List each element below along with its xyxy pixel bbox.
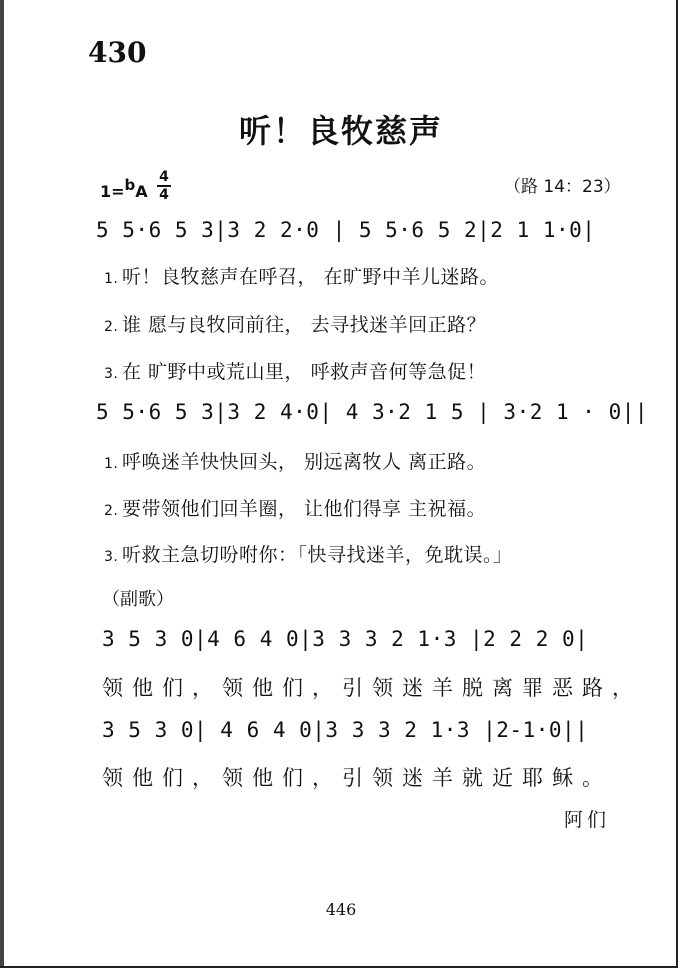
chorus-label: （副歌）: [102, 589, 174, 610]
meter-top: 4: [159, 169, 169, 185]
lyric-text: 在 旷野中或荒山里， 呼救声音何等急促！: [122, 361, 487, 383]
chorus-notation-2: 3 5 3 0| 4 6 4 0|3 3 3 2 1·3 |2-1·0||: [102, 718, 589, 742]
verse-2-line-1: [104, 310, 486, 337]
verse-2-line-2: [104, 494, 486, 521]
scripture-reference: （路 14：23）: [504, 177, 621, 197]
chorus-lyric-1: 领他们，领他们，引领迷羊脱离罪恶路，: [102, 676, 642, 700]
amen: 阿们: [564, 809, 611, 831]
hymn-title: 听！良牧慈声: [238, 112, 443, 150]
lyric-text: 听！良牧慈声在呼召， 在旷野中羊儿迷路。: [122, 266, 500, 288]
hymn-number: 430: [88, 36, 147, 69]
chorus-notation-1: 3 5 3 0|4 6 4 0|3 3 3 2 1·3 |2 2 2 0|: [102, 627, 589, 651]
verse-1-line-1: [104, 262, 499, 289]
page-number: 446: [325, 900, 357, 919]
notation-line-1: 5 5·6 5 3|3 2 2·0 | 5 5·6 5 2|2 1 1·0|: [96, 218, 596, 242]
verse-number: 2.: [104, 503, 119, 519]
key-signature: [100, 176, 148, 201]
meter-bottom: 4: [159, 187, 169, 203]
time-signature: [157, 170, 171, 202]
lyric-text: 听救主急切吩咐你：「快寻找迷羊，免耽误。」: [122, 544, 513, 566]
notation-line-2: 5 5·6 5 3|3 2 4·0| 4 3·2 1 5 | 3·2 1 · 0||: [96, 400, 649, 424]
lyric-text: 谁 愿与良牧同前往， 去寻找迷羊回正路？: [122, 314, 487, 336]
verse-number: 3.: [104, 366, 119, 382]
chorus-lyric-2: 领他们，领他们，引领迷羊就近耶稣。: [102, 766, 612, 790]
key-prefix: 1=: [100, 182, 125, 201]
lyric-text: 要带领他们回羊圈， 让他们得享 主祝福。: [122, 498, 487, 520]
lyric-text: 呼唤迷羊快快回头， 别远离牧人 离正路。: [122, 451, 487, 473]
flat-sign: b: [124, 176, 136, 194]
verse-number: 1.: [104, 456, 119, 472]
verse-number: 2.: [104, 319, 119, 335]
verse-3-line-1: [104, 357, 486, 384]
key-note: A: [135, 182, 148, 201]
verse-number: 3.: [104, 549, 119, 565]
verse-1-line-2: [104, 447, 486, 474]
verse-number: 1.: [104, 271, 119, 287]
verse-3-line-2: [104, 540, 513, 567]
